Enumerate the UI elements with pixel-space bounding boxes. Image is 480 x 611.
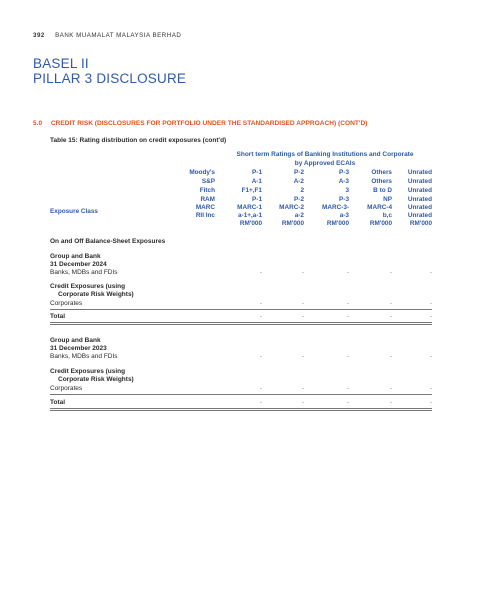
rating-cell: MARC-3- [322, 204, 349, 211]
rating-cell: Others [371, 178, 392, 185]
value-cell: - [429, 269, 432, 276]
value-cell: - [429, 385, 432, 392]
unit-row [0, 220, 480, 229]
value-cell: - [259, 269, 262, 276]
value-cell: - [259, 300, 262, 307]
double-rule [50, 322, 432, 325]
rating-cell: P-2 [294, 169, 304, 176]
rating-cell: Unrated [407, 204, 432, 211]
page-header [33, 32, 181, 39]
double-rule [50, 408, 432, 411]
exposure-class-label: Exposure Class [50, 208, 98, 215]
agency-label: RAM [200, 196, 215, 203]
rating-cell: F1+,F1 [241, 187, 262, 194]
value-cell: - [346, 399, 349, 406]
value-cell: - [346, 385, 349, 392]
value-cell: - [346, 269, 349, 276]
total-row [0, 399, 480, 408]
corporates-label: Corporates [50, 385, 83, 392]
rating-cell: Unrated [407, 196, 432, 203]
total-label: Total [50, 399, 66, 406]
agency-label: S&P [201, 178, 215, 185]
table-row [0, 269, 480, 278]
agency-label: MARC [195, 204, 215, 211]
value-cell: - [301, 399, 304, 406]
value-cell: - [301, 313, 304, 320]
value-cell: - [429, 399, 432, 406]
agency-label: Moody's [189, 169, 215, 176]
rating-cell: Unrated [407, 178, 432, 185]
unit-cell: RM'000 [409, 220, 432, 227]
rating-cell: Unrated [407, 169, 432, 176]
rating-cell: Unrated [407, 212, 432, 219]
rating-cell: A-2 [293, 178, 304, 185]
group-column-header [216, 151, 434, 168]
total-label: Total [50, 313, 66, 320]
value-cell: - [346, 313, 349, 320]
rating-cell: MARC-2 [279, 204, 304, 211]
title-line-2: PILLAR 3 DISCLOSURE [33, 71, 187, 86]
value-cell: - [429, 313, 432, 320]
agency-label: Fitch [199, 187, 215, 194]
value-cell: - [301, 300, 304, 307]
rating-cell: a-1+,a-1 [238, 212, 262, 219]
group-header-line-2: by Approved ECAIs [294, 159, 356, 167]
unit-cell: RM'000 [369, 220, 392, 227]
value-cell: - [389, 269, 392, 276]
page-number: 392 [33, 32, 45, 39]
table-row [0, 385, 480, 394]
rating-cell: A-3 [338, 178, 349, 185]
page-title [33, 56, 186, 86]
rating-cell: P-1 [252, 196, 262, 203]
rule [50, 309, 432, 310]
unit-cell: RM'000 [239, 220, 262, 227]
rating-row [0, 169, 480, 178]
rating-cell: a-3 [339, 212, 349, 219]
agency-label: RII Inc [195, 212, 215, 219]
value-cell: - [301, 385, 304, 392]
unit-cell: RM'000 [281, 220, 304, 227]
value-cell: - [389, 385, 392, 392]
value-cell: - [389, 399, 392, 406]
rating-cell: MARC-1 [237, 204, 262, 211]
rating-cell: B to D [373, 187, 392, 194]
table-row [0, 353, 480, 362]
credit-exposures-label-2: Corporate Risk Weights) [58, 291, 134, 298]
rule [50, 394, 432, 395]
value-cell: - [389, 353, 392, 360]
credit-exposures-label-2: Corporate Risk Weights) [58, 376, 134, 383]
rating-row [0, 187, 480, 196]
rating-cell: Unrated [407, 187, 432, 194]
rating-cell: P-3 [339, 196, 349, 203]
rating-cell: A-1 [251, 178, 262, 185]
rating-cell: P-2 [294, 196, 304, 203]
rating-cell: Others [371, 169, 392, 176]
rating-cell: b,c [382, 212, 392, 219]
unit-cell: RM'000 [326, 220, 349, 227]
title-line-1: BASEL II [33, 56, 89, 71]
section-number: 5.0 [33, 120, 43, 127]
value-cell: - [259, 313, 262, 320]
group-label: Group and Bank [50, 337, 101, 344]
value-cell: - [301, 269, 304, 276]
period-label: 31 December 2023 [50, 345, 107, 352]
rating-cell: P-3 [339, 169, 349, 176]
rating-cell: 3 [345, 187, 349, 194]
banks-label: Banks, MDBs and FDIs [50, 269, 118, 276]
corporates-label: Corporates [50, 300, 83, 307]
credit-exposures-label: Credit Exposures (using [50, 283, 126, 290]
rating-cell: 2 [300, 187, 304, 194]
value-cell: - [429, 353, 432, 360]
value-cell: - [389, 313, 392, 320]
value-cell: - [259, 399, 262, 406]
group-label: Group and Bank [50, 253, 101, 260]
table-row [0, 300, 480, 309]
total-row [0, 313, 480, 322]
value-cell: - [346, 353, 349, 360]
rating-cell: a-2 [294, 212, 304, 219]
value-cell: - [346, 300, 349, 307]
value-cell: - [259, 385, 262, 392]
rating-row [0, 178, 480, 187]
period-label: 31 December 2024 [50, 261, 107, 268]
banks-label: Banks, MDBs and FDIs [50, 353, 118, 360]
value-cell: - [429, 300, 432, 307]
rating-cell: NP [383, 196, 392, 203]
company-name: BANK MUAMALAT MALAYSIA BERHAD [55, 32, 182, 39]
value-cell: - [389, 300, 392, 307]
exposures-section-title: On and Off Balance-Sheet Exposures [50, 238, 166, 245]
rating-cell: MARC-4 [367, 204, 392, 211]
group-header-line-1: Short term Ratings of Banking Institutions and Corporate [236, 151, 414, 158]
table-caption: Table 15: Rating distribution on credit exposures (cont'd) [50, 137, 227, 144]
value-cell: - [259, 353, 262, 360]
section-title: CREDIT RISK (DISCLOSURES FOR PORTFOLIO UNDER THE STANDARDISED APPROACH) (CONT'D) [50, 120, 368, 127]
credit-exposures-label: Credit Exposures (using [50, 368, 126, 375]
value-cell: - [301, 353, 304, 360]
rating-cell: P-1 [252, 169, 262, 176]
section-heading [33, 120, 367, 127]
